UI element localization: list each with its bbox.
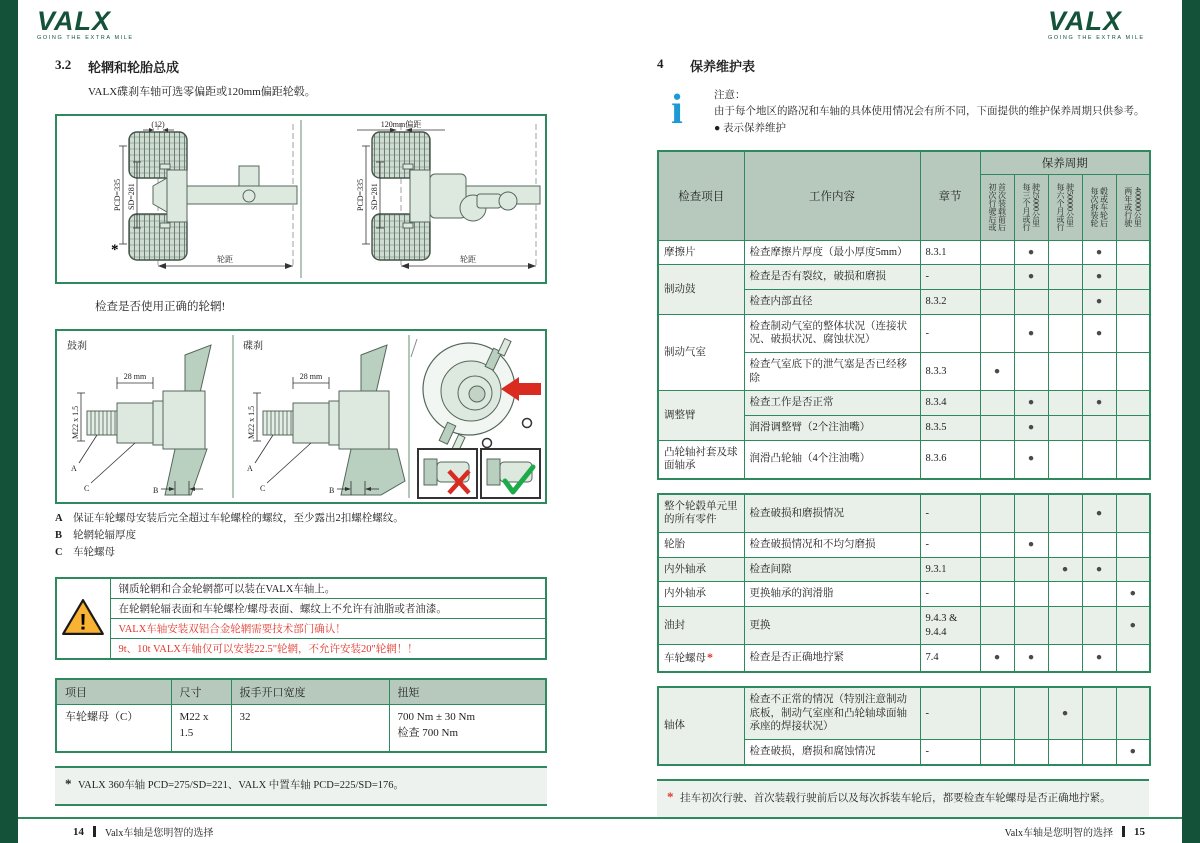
maintenance-dot: ● [1014,314,1048,352]
maintenance-dot: ● [1014,533,1048,558]
maintenance-dot: ● [980,353,1014,391]
cell-work: 润滑调整臂（2个注油嘴） [744,415,920,440]
empty-cell [1082,607,1116,645]
empty-cell [1116,645,1150,672]
label-a-disc: A [247,464,253,473]
table-header-row [658,151,1150,175]
empty-cell [980,290,1014,315]
footer-rule [18,817,1182,819]
empty-cell [1048,739,1082,764]
warning-line-4: 9t、10t VALX车轴仅可以安装22.5"轮辋，不允许安装20"轮辋！！ [110,638,546,659]
disc-brake-panel [243,339,405,495]
left-edge-bar [0,0,18,843]
empty-cell [980,739,1014,764]
pcd-label-right: PCD=335 [356,178,365,211]
maintenance-dot: ● [1048,557,1082,582]
empty-cell [1116,290,1150,315]
col-header-chapter: 章节 [920,151,980,241]
intro-text: VALX碟刹车轴可选零偏距或120mm偏距轮毂。 [88,86,316,98]
torque-cell-wrench: 32 [231,704,389,752]
valx-logo-word: VALX [37,6,112,36]
cell-chapter: 8.3.4 [920,391,980,416]
torque-check-value: 检查 700 Nm [397,727,458,740]
footnote-text: 挂车初次行驶、首次装载行驶前后以及每次拆装车轮后，都要检查车轮螺母是否正确地拧紧。 [680,792,1111,804]
table-row [56,638,546,659]
legend-row-c [55,546,547,560]
left-footnote [55,766,547,806]
empty-cell [980,557,1014,582]
figure-axle-offsets [55,114,547,284]
cell-item: 轴体 [658,687,744,765]
page-right [600,0,1182,843]
maintenance-dot: ● [1116,607,1150,645]
maintenance-table-section-3 [657,686,1151,766]
period-col-header-3: 每六个月或行驶50000公里 [1048,174,1082,240]
cell-work: 检查工作是否正常 [744,391,920,416]
empty-cell [1116,557,1150,582]
empty-cell [1082,415,1116,440]
valx-logo-tagline: GOING THE EXTRA MILE [37,35,134,41]
cell-work: 检查制动气室的整体状况（连接状况、破损状况、腐蚀状况） [744,314,920,352]
empty-cell [1014,557,1048,582]
right-footnote [657,779,1149,819]
empty-cell [1116,687,1150,739]
cell-chapter: 9.4.3 & 9.4.4 [920,607,980,645]
torque-header-size: 尺寸 [171,679,231,705]
cell-work: 检查摩擦片厚度（最小厚度5mm） [744,240,920,265]
check-rim-note: 检查是否使用正确的轮辋! [95,301,226,313]
section-title: 轮辋和轮胎总成 [88,60,180,75]
section-number: 3.2 [55,57,72,72]
footer-separator [93,826,96,837]
legend-text-a: 保证车轮螺母安装后完全超过车轮螺栓的螺纹，至少露出2扣螺栓螺纹。 [73,513,404,524]
legend-text-c: 车轮螺母 [73,547,115,559]
empty-cell [980,582,1014,607]
note-block [657,88,1149,137]
cell-item: 制动鼓 [658,265,744,314]
cell-work: 润滑凸轮轴（4个注油嘴） [744,440,920,479]
asterisk-marker: * [111,242,119,258]
empty-cell [1048,391,1082,416]
empty-cell [1048,265,1082,290]
note-line-2: ● 表示保养维护 [714,122,786,134]
note-text [714,88,1145,137]
drum-brake-panel [67,339,211,495]
info-icon: i [671,87,683,133]
cell-chapter: - [920,265,980,290]
axle-zero-offset-drawing [111,120,297,269]
empty-cell [1116,440,1150,479]
wheel-nut-diagram [57,331,545,502]
warning-line-2: 在轮辋轮辐表面和车轮螺栓/螺母表面、螺纹上不允许有油脂或者油漆。 [110,598,546,618]
cell-item: 车轮螺母* [658,645,744,672]
empty-cell [1116,533,1150,558]
section-heading [55,57,547,76]
footer-slogan: Valx车轴是您明智的选择 [1004,828,1113,839]
empty-cell [1116,415,1150,440]
offset-label-12: (12) [151,120,165,129]
page-left [18,0,600,843]
maintenance-dot: ● [1014,415,1048,440]
correct-example-inset [481,449,540,498]
cell-work: 检查破损和磨损情况 [744,494,920,533]
maintenance-dot: ● [1082,391,1116,416]
maintenance-table-section-2 [657,493,1151,673]
legend-key-b: B [55,530,63,542]
cell-item: 整个轮毂单元里的所有零件 [658,494,744,533]
empty-cell [980,240,1014,265]
width-28mm-label: 28 mm [123,372,147,381]
section-number: 4 [657,56,664,71]
table-row [658,645,1150,672]
empty-cell [1048,440,1082,479]
period-col-header-2: 每三个月或行驶25000公里 [1014,174,1048,240]
sd-label: SD=281 [127,183,136,210]
empty-cell [1048,240,1082,265]
table-row [658,582,1150,607]
table-row [658,687,1150,739]
table-row [56,704,546,752]
maintenance-table-section-1 [657,150,1151,480]
maintenance-dot: ● [1014,440,1048,479]
legend-key-a: A [55,513,63,524]
cell-work: 更换 [744,607,920,645]
empty-cell [980,265,1014,290]
table-row [658,607,1150,645]
empty-cell [1014,494,1048,533]
table-row [658,533,1150,558]
footer-left [73,824,213,839]
footnote-star: * [65,776,72,792]
sd-label-right: SD=281 [370,183,379,210]
wrong-example-inset [418,449,477,498]
col-header-period: 保养周期 [980,151,1150,175]
valx-logo [37,8,147,41]
warning-line-1: 钢质轮辋和合金轮辋都可以装在VALX车轴上。 [110,578,546,599]
table-row [658,314,1150,352]
empty-cell [980,687,1014,739]
empty-cell [1082,739,1116,764]
empty-cell [1048,494,1082,533]
empty-cell [1116,494,1150,533]
maintenance-dot: ● [1082,494,1116,533]
period-col-header-1: 初次行驶后或首次装载前后 [980,174,1014,240]
empty-cell [1082,687,1116,739]
empty-cell [1116,391,1150,416]
maintenance-dot: ● [1014,391,1048,416]
cell-item: 制动气室 [658,314,744,391]
cell-work: 更换轴承的润滑脂 [744,582,920,607]
label-b: B [153,486,159,495]
maintenance-dot: ● [1082,290,1116,315]
table-row [658,391,1150,416]
empty-cell [980,391,1014,416]
table-row [56,618,546,638]
empty-cell [980,494,1014,533]
svg-text:!: ! [79,608,87,634]
maintenance-dot: ● [1116,739,1150,764]
table-row [56,679,546,705]
abc-legend [55,512,547,561]
maintenance-dot: ● [1082,557,1116,582]
offset-label-120mm: 120mm偏距 [380,120,422,129]
warning-triangle-icon [56,578,110,659]
width-28mm-label-disc: 28 mm [299,372,323,381]
footer-right [1005,824,1145,839]
cell-chapter: - [920,687,980,739]
warning-box [55,577,547,660]
empty-cell [1048,582,1082,607]
legend-row-a [55,512,547,526]
page-number: 15 [1134,825,1145,838]
empty-cell [1048,353,1082,391]
maintenance-dot: ● [1014,645,1048,672]
empty-cell [1014,739,1048,764]
cell-chapter: 9.3.1 [920,557,980,582]
cell-item: 油封 [658,607,744,645]
empty-cell [1048,290,1082,315]
cell-chapter: 8.3.6 [920,440,980,479]
empty-cell [1014,687,1048,739]
maintenance-dot: ● [1116,582,1150,607]
label-a: A [71,464,77,473]
torque-table [55,678,547,754]
cell-item: 内外轴承 [658,582,744,607]
table-row [56,598,546,618]
drum-panel-title: 鼓刹 [67,341,87,352]
torque-cell-torque [389,704,546,752]
table-row [658,265,1150,290]
torque-cell-item: 车轮螺母（C） [56,704,171,752]
period-col-header-5: 两年或行驶400000公里 [1116,174,1150,240]
legend-row-b [55,529,547,543]
label-c-disc: C [260,484,266,493]
empty-cell [980,440,1014,479]
cell-chapter: - [920,494,980,533]
maintenance-dot: ● [1082,314,1116,352]
cell-chapter: - [920,739,980,764]
cell-work: 检查间隙 [744,557,920,582]
maintenance-dot: ● [1082,645,1116,672]
cell-item: 轮胎 [658,533,744,558]
empty-cell [1048,314,1082,352]
empty-cell [1014,582,1048,607]
note-line-1: 由于每个地区的路况和车轴的具体使用情况会有所不同，下面提供的维护保养周期只供参考。 [714,106,1145,118]
empty-cell [1048,533,1082,558]
label-b-disc: B [329,486,335,495]
maintenance-tables [657,150,1149,766]
empty-cell [1082,533,1116,558]
table-row [658,240,1150,265]
torque-header-torque: 扭矩 [389,679,546,705]
empty-cell [1116,314,1150,352]
cell-chapter: 8.3.3 [920,353,980,391]
page-number: 14 [73,825,84,838]
cell-item: 凸轮轴衬套及球面轴承 [658,440,744,479]
track-label: 轮距 [217,255,233,264]
cell-work: 检查是否正确地拧紧 [744,645,920,672]
col-header-item: 检查项目 [658,151,744,241]
table-row [56,578,546,599]
torque-value: 700 Nm ± 30 Nm [397,710,476,723]
cell-work: 检查不正常的情况（特别注意制动底板，制动气室座和凸轮轴球面轴承座的焊接状况） [744,687,920,739]
torque-header-wrench: 扳手开口宽度 [231,679,389,705]
cell-work: 检查破损情况和不均匀磨损 [744,533,920,558]
axle-offset-diagram [57,116,545,282]
legend-key-c: C [55,547,63,559]
table-row [658,440,1150,479]
maintenance-dot: ● [1082,240,1116,265]
maintenance-dot: ● [1014,240,1048,265]
pcd-label: PCD=335 [113,178,122,211]
cell-work: 检查气室底下的泄气塞是否已经移除 [744,353,920,391]
empty-cell [980,415,1014,440]
maintenance-dot: ● [980,645,1014,672]
legend-text-b: 轮辋轮辐厚度 [73,530,136,542]
empty-cell [1082,582,1116,607]
valx-logo-tagline: GOING THE EXTRA MILE [1048,35,1145,41]
thread-label: M22 x 1.5 [71,405,80,439]
cell-chapter: 8.3.2 [920,290,980,315]
maintenance-dot: ● [1082,265,1116,290]
cell-chapter: 8.3.1 [920,240,980,265]
empty-cell [1116,240,1150,265]
col-header-work: 工作内容 [744,151,920,241]
cell-item: 内外轴承 [658,557,744,582]
empty-cell [1014,353,1048,391]
figure-wheel-nut-check [55,329,547,504]
thread-label-disc: M22 x 1.5 [247,405,256,439]
hub-stud-panel [411,338,541,498]
cell-chapter: - [920,314,980,352]
empty-cell [1082,353,1116,391]
empty-cell [980,533,1014,558]
axle-120mm-offset-drawing [356,119,540,269]
table-row [658,494,1150,533]
cell-work: 检查是否有裂纹，破损和磨损 [744,265,920,290]
cell-work: 检查内部直径 [744,290,920,315]
cell-chapter: 7.4 [920,645,980,672]
track-label-right: 轮距 [460,255,476,264]
cell-work: 检查破损，磨损和腐蚀情况 [744,739,920,764]
empty-cell [1048,607,1082,645]
note-title: 注意： [714,90,746,101]
footnote-text: VALX 360车轴 PCD=275/SD=221、VALX 中置车轴 PCD=225/SD=176。 [77,780,405,792]
empty-cell [980,314,1014,352]
valx-logo-word: VALX [1048,6,1123,36]
empty-cell [1014,607,1048,645]
cell-chapter: 8.3.5 [920,415,980,440]
cell-item: 摩擦片 [658,240,744,265]
footer-slogan: Valx车轴是您明智的选择 [105,828,214,839]
empty-cell [1048,645,1082,672]
empty-cell [1014,290,1048,315]
footer-separator [1122,826,1125,837]
empty-cell [1048,415,1082,440]
disc-panel-title: 碟刹 [243,341,263,352]
label-c: C [84,484,90,493]
cell-item: 调整臂 [658,391,744,440]
right-edge-bar [1182,0,1200,843]
cell-chapter: - [920,533,980,558]
torque-header-item: 项目 [56,679,171,705]
valx-logo-right [1048,8,1158,41]
footnote-star-red: * [667,788,674,804]
maintenance-dot: ● [1014,265,1048,290]
section-title: 保养维护表 [690,59,756,74]
empty-cell [980,607,1014,645]
maintenance-dot: ● [1048,687,1082,739]
warning-line-3: VALX车轴安装双铝合金轮辋需要技术部门确认！ [110,618,546,638]
empty-cell [1116,265,1150,290]
torque-cell-size: M22 x 1.5 [171,704,231,752]
empty-cell [1116,353,1150,391]
table-row [658,557,1150,582]
cell-chapter: - [920,582,980,607]
section-heading [657,56,1149,75]
empty-cell [1082,440,1116,479]
period-col-header-4: 每次拆装轮毂或车轮后 [1082,174,1116,240]
